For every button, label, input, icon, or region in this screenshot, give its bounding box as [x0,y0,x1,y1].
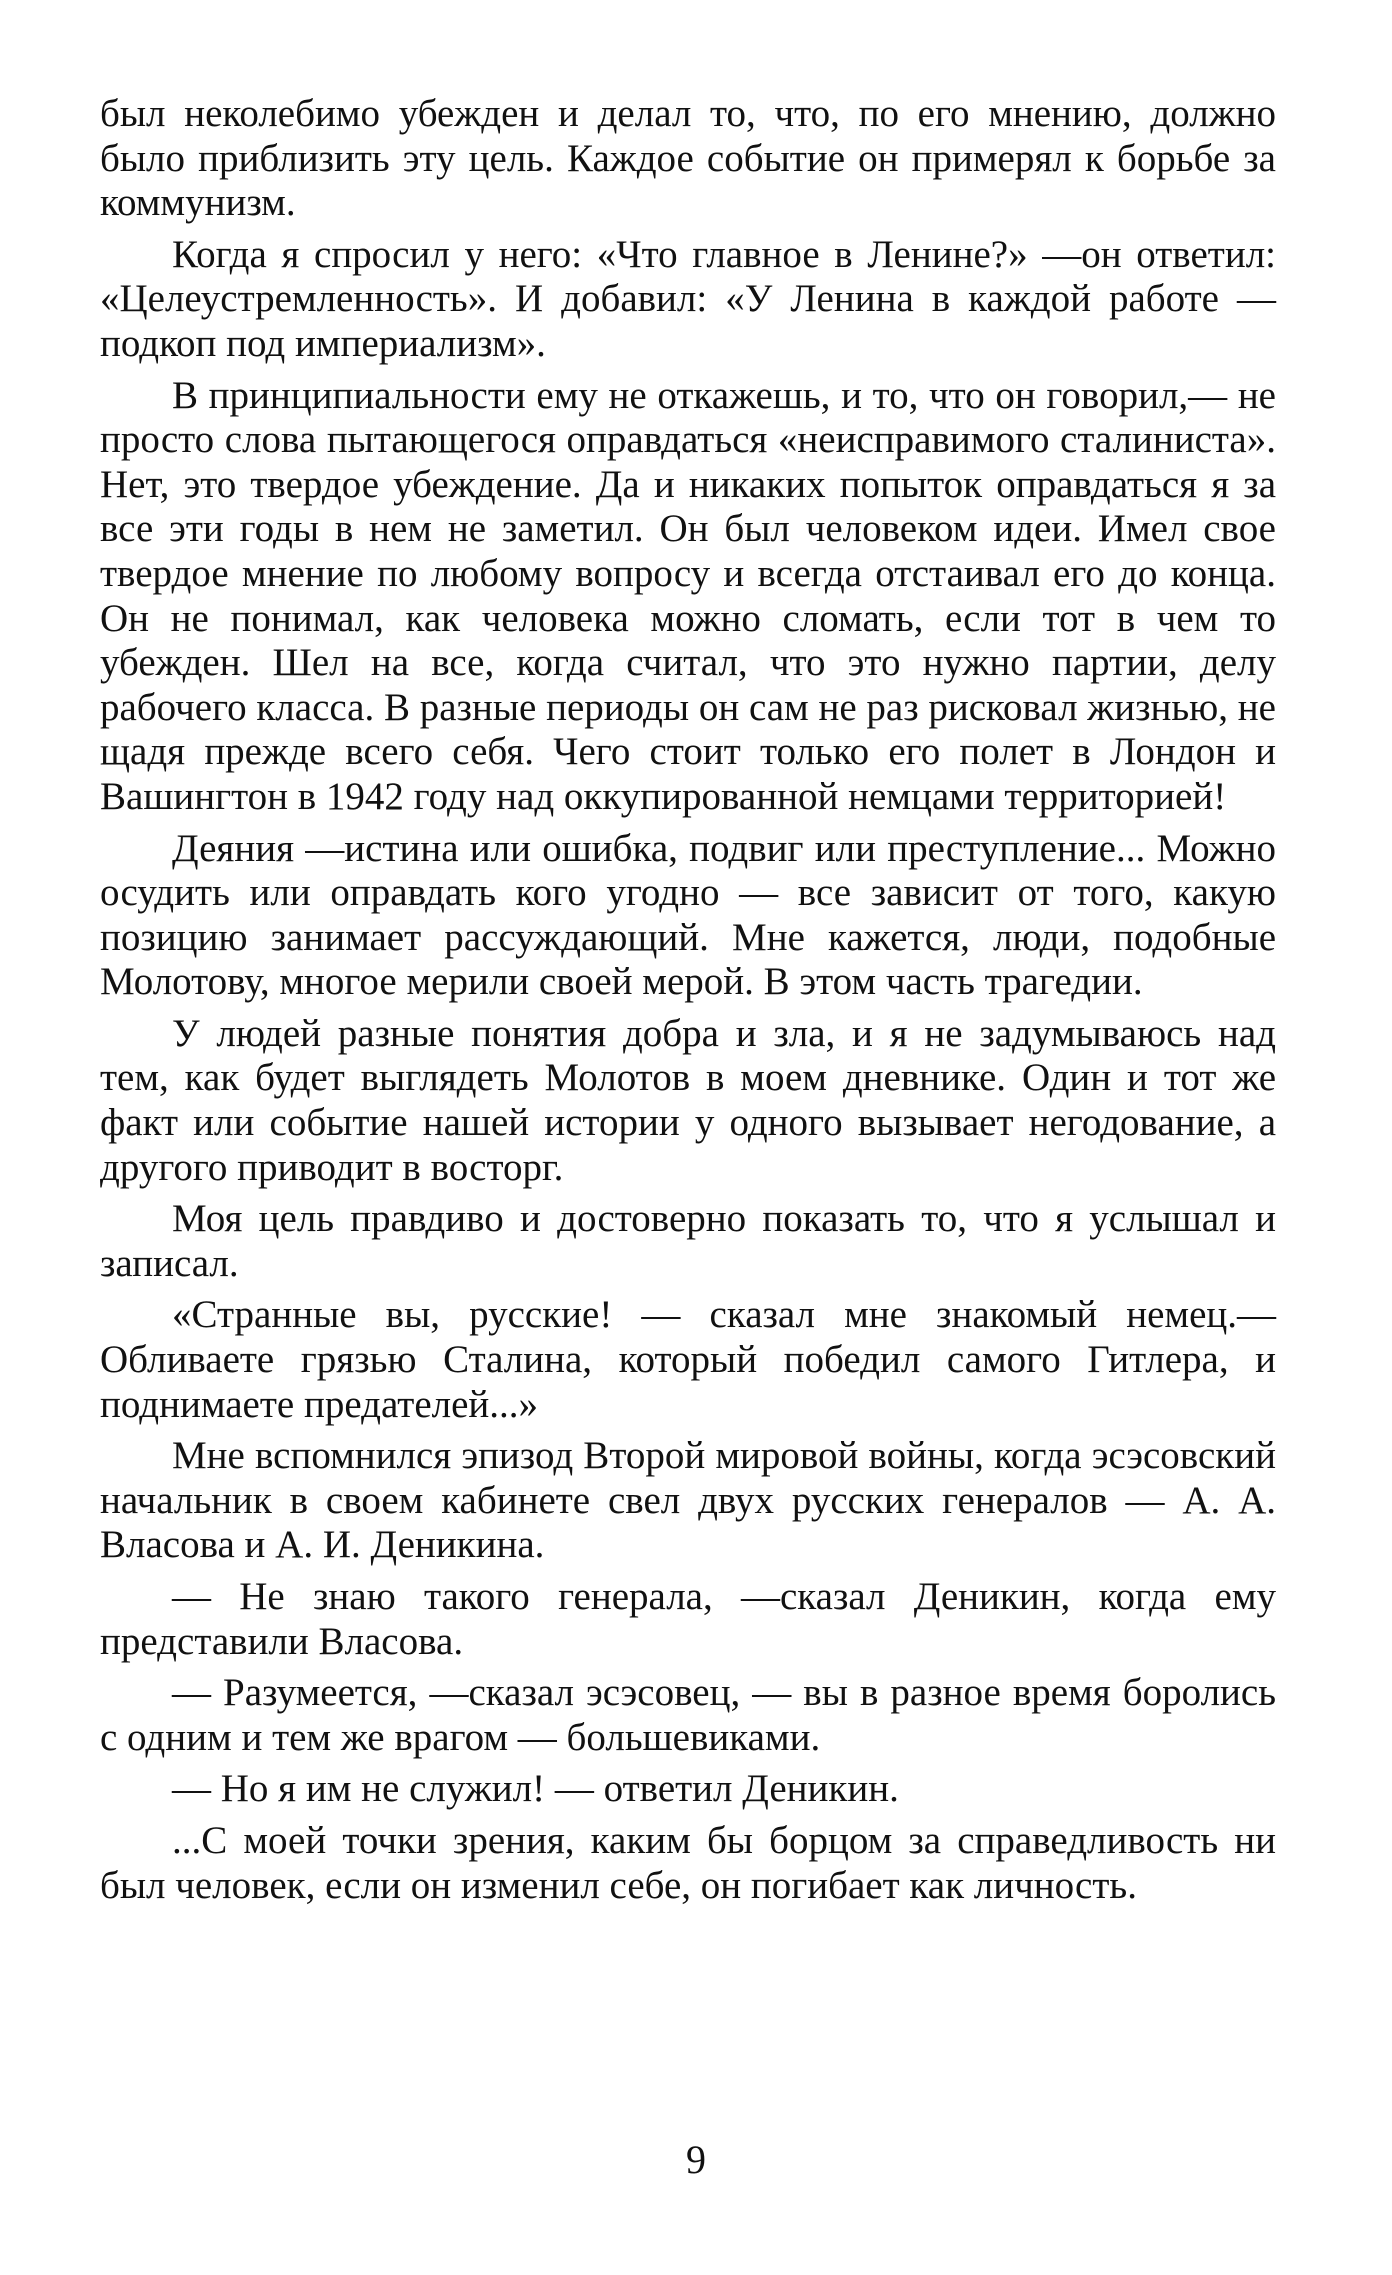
paragraph-1: был неколебимо убежден и делал то, что, по его мнению, должно было приблизить эту цель. Каждое событие он примерял к борьбе за коммунизм. [100,92,1276,225]
paragraph-5: У людей разные понятия добра и зла, и я не задумываюсь над тем, как будет выглядеть Молотов в моем дневнике. Один и тот же факт или событие нашей истории у одного вызывает негодование, а другого приводит в восторг. [100,1011,1276,1189]
paragraph-3: В принципиальности ему не откажешь, и то, что он говорил,— не просто слова пытающегося оправдаться «неисправимого сталиниста». Нет, это твердое убеждение. Да и никаких попыток оправдаться я за все эти годы в нем не заметил. Он был человеком идеи. Имел свое твердое мнение по любому вопросу и всегда отстаивал его до конца. Он не понимал, как человека можно сломать, если тот в чем то убежден. Шел на все, когда считал, что это нужно партии, делу рабочего класса. В разные периоды он сам не раз рисковал жизнью, не щадя прежде всего себя. Чего стоит только его полет в Лондон и Вашингтон в 1942 году над оккупированной немцами территорией! [100,373,1276,818]
page-body [100,92,1276,1915]
paragraph-10: — Разумеется, —сказал эсэсовец, — вы в разное время боролись с одним и тем же врагом — большевиками. [100,1671,1276,1759]
paragraph-11: — Но я им не служил! — ответил Деникин. [172,1767,899,1811]
paragraph-6: Моя цель правдиво и достоверно показать то, что я услышал и записал. [100,1197,1276,1285]
paragraph-8: Мне вспомнился эпизод Второй мировой войны, когда эсэсовский начальник в своем кабинете свел двух русских генералов — А. А. Власова и А. И. Деникина. [100,1434,1276,1567]
paragraph-7: «Странные вы, русские! — сказал мне знакомый немец.— Обливаете грязью Сталина, который победил самого Гитлера, и поднимаете предателей...» [100,1293,1276,1426]
paragraph-2: Когда я спросил у него: «Что главное в Ленине?» —он ответил: «Целеустремленность». И добавил: «У Ленина в каждой работе — подкоп под империализм». [100,232,1276,365]
page-number: 9 [686,2137,706,2182]
paragraph-4: Деяния —истина или ошибка, подвиг или преступление... Можно осудить или оправдать кого угодно — все зависит от того, какую позицию занимает рассуждающий. Мне кажется, люди, подобные Молотову, многое мерили своей мерой. В этом часть трагедии. [100,826,1276,1004]
paragraph-12: ...С моей точки зрения, каким бы борцом за справедливость ни был человек, если он изменил себе, он погибает как личность. [100,1818,1276,1907]
paragraph-9: — Не знаю такого генерала, —сказал Деникин, когда ему представили Власова. [100,1575,1276,1663]
